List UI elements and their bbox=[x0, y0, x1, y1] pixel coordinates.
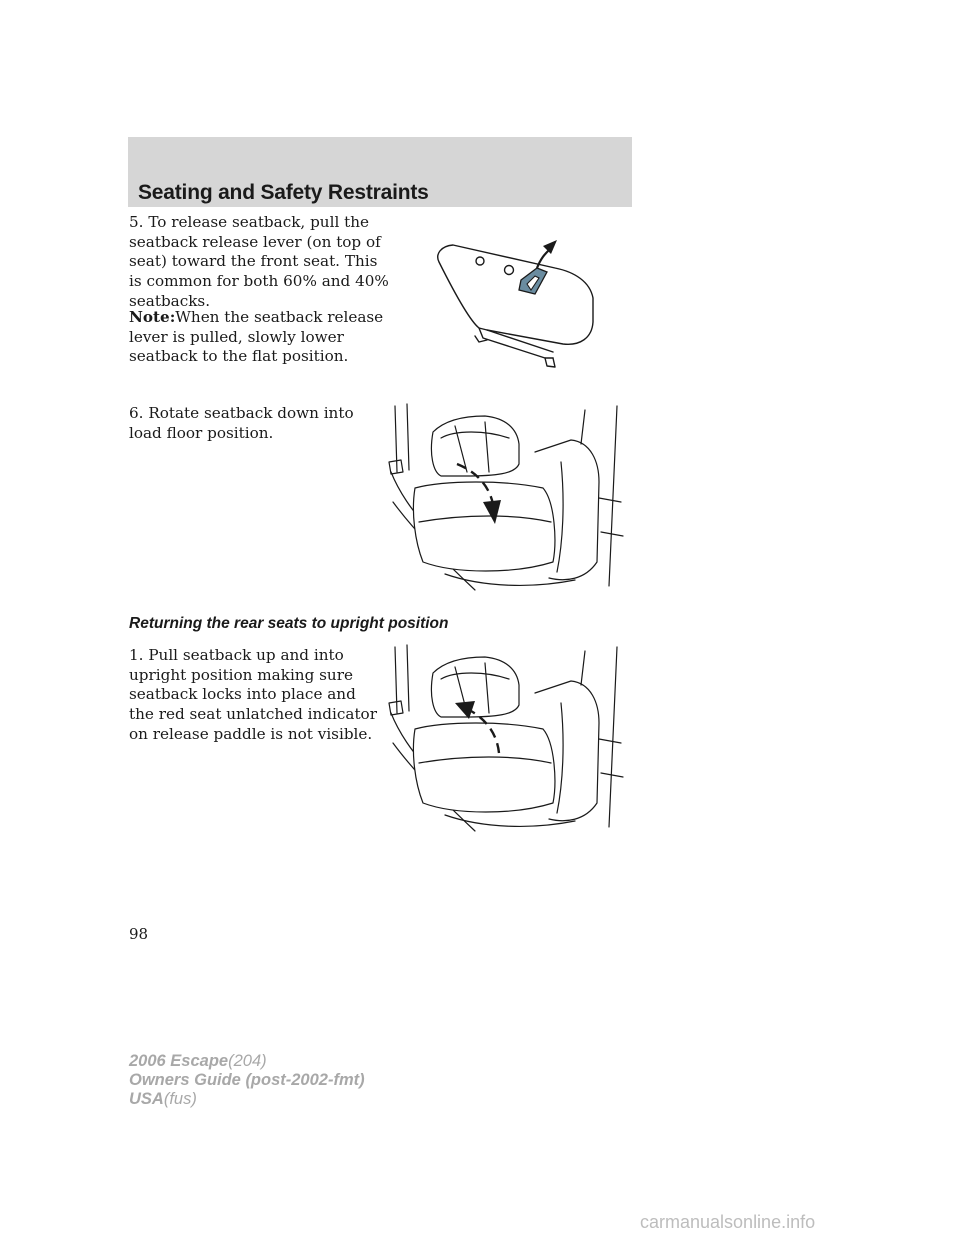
note-text: When the seatback release lever is pulled, slowly lower seatback to the flat position. bbox=[129, 308, 384, 366]
footer-line-1: 2006 Escape(204) bbox=[129, 1052, 267, 1070]
footer-line-3: USA(fus) bbox=[129, 1090, 197, 1108]
section-title: Seating and Safety Restraints bbox=[138, 181, 429, 204]
step-6-text: 6. Rotate seatback down into load floor position. bbox=[129, 404, 354, 442]
note-paragraph bbox=[129, 308, 389, 367]
seatback-return-upright-illustration bbox=[385, 643, 635, 833]
section-header bbox=[128, 137, 632, 207]
watermark: carmanualsonline.info bbox=[640, 1212, 816, 1232]
seatback-fold-down-illustration bbox=[385, 402, 635, 592]
step-1-text: 1. Pull seatback up and into upright position making sure seatback locks into place and the red seat unlatched indicator on release paddle is not visible. bbox=[129, 646, 377, 743]
subheading: Returning the rear seats to upright position bbox=[129, 615, 449, 632]
footer-line-2: Owners Guide (post-2002-fmt) bbox=[129, 1071, 365, 1089]
step-5-text: 5. To release seatback, pull the seatback release lever (on top of seat) toward the front seat. This is common for both 60% and 40% seatbacks. bbox=[129, 213, 389, 310]
pull-arrow-icon bbox=[543, 240, 557, 254]
seatback-release-lever-illustration bbox=[425, 210, 615, 375]
note-label: Note: bbox=[129, 308, 176, 326]
page-number: 98 bbox=[129, 925, 149, 943]
document-footer bbox=[129, 1052, 365, 1109]
